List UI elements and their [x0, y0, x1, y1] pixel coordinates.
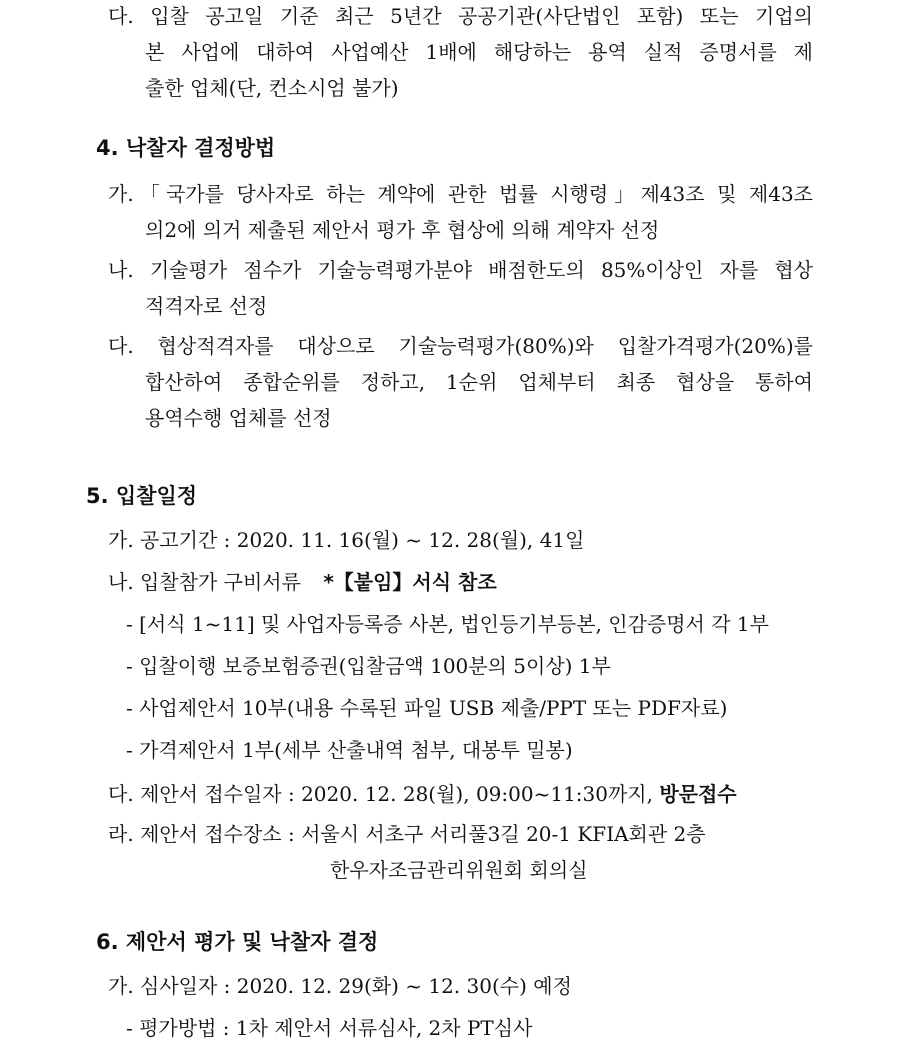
section4-na-line1: 나. 기술평가 점수가 기술능력평가분야 배점한도의 85%이상인 자를 협상 — [108, 258, 813, 282]
submission-date: 다. 제안서 접수일자 : 2020. 12. 28(월), 09:00~11:30까지, — [108, 782, 653, 806]
item-da-line1: 다. 입찰 공고일 기준 최근 5년간 공공기관(사단법인 포함) 또는 기업의 — [108, 4, 813, 28]
section5-ga: 가. 공고기간 : 2020. 11. 16(월) ~ 12. 28(월), 41일 — [108, 528, 585, 552]
section5-na-label: 나. 입찰참가 구비서류 — [108, 570, 301, 594]
section5-da — [108, 780, 737, 808]
section5-na — [108, 568, 497, 596]
required-doc-2: - 입찰이행 보증보험증권(입찰금액 100분의 5이상) 1부 — [126, 654, 611, 678]
section5-ra-line2: 한우자조금관리위원회 회의실 — [330, 858, 588, 882]
section4-ga-line1: 가.「국가를 당사자로 하는 계약에 관한 법률 시행령」제43조 및 제43조 — [108, 182, 813, 206]
section5-ra-line1: 라. 제안서 접수장소 : 서울시 서초구 서리풀3길 20-1 KFIA회관 2층 — [108, 822, 706, 846]
item-da-line3: 출한 업체(단, 컨소시엄 불가) — [145, 76, 399, 100]
section4-na-line2: 적격자로 선정 — [145, 294, 268, 318]
item-da-line2: 본 사업에 대하여 사업예산 1배에 해당하는 용역 실적 증명서를 제 — [145, 40, 813, 64]
section6-ga: 가. 심사일자 : 2020. 12. 29(화) ~ 12. 30(수) 예정 — [108, 974, 572, 998]
section6-title: 6. 제안서 평가 및 낙찰자 결정 — [96, 930, 379, 954]
section4-da-line3: 용역수행 업체를 선정 — [145, 406, 332, 430]
required-doc-3: - 사업제안서 10부(내용 수록된 파일 USB 제출/PPT 또는 PDF자료) — [126, 696, 728, 720]
evaluation-method: - 평가방법 : 1차 제안서 서류심사, 2차 PT심사 — [126, 1016, 533, 1040]
section4-da-line1: 다. 협상적격자를 대상으로 기술능력평가(80%)와 입찰가격평가(20%)를 — [108, 334, 813, 358]
required-doc-1: - [서식 1~11] 및 사업자등록증 사본, 법인등기부등본, 인감증명서 각 1부 — [126, 612, 769, 636]
section4-title: 4. 낙찰자 결정방법 — [96, 136, 276, 160]
section4-ga-line2: 의2에 의거 제출된 제안서 평가 후 협상에 의해 계약자 선정 — [145, 218, 660, 242]
section4-da-line2: 합산하여 종합순위를 정하고, 1순위 업체부터 최종 협상을 통하여 — [145, 370, 813, 394]
attachment-reference: *【붙임】서식 참조 — [323, 570, 497, 594]
section5-title: 5. 입찰일정 — [86, 484, 198, 508]
required-doc-4: - 가격제안서 1부(세부 산출내역 첨부, 대봉투 밀봉) — [126, 738, 573, 762]
visit-submission: 방문접수 — [659, 782, 737, 806]
